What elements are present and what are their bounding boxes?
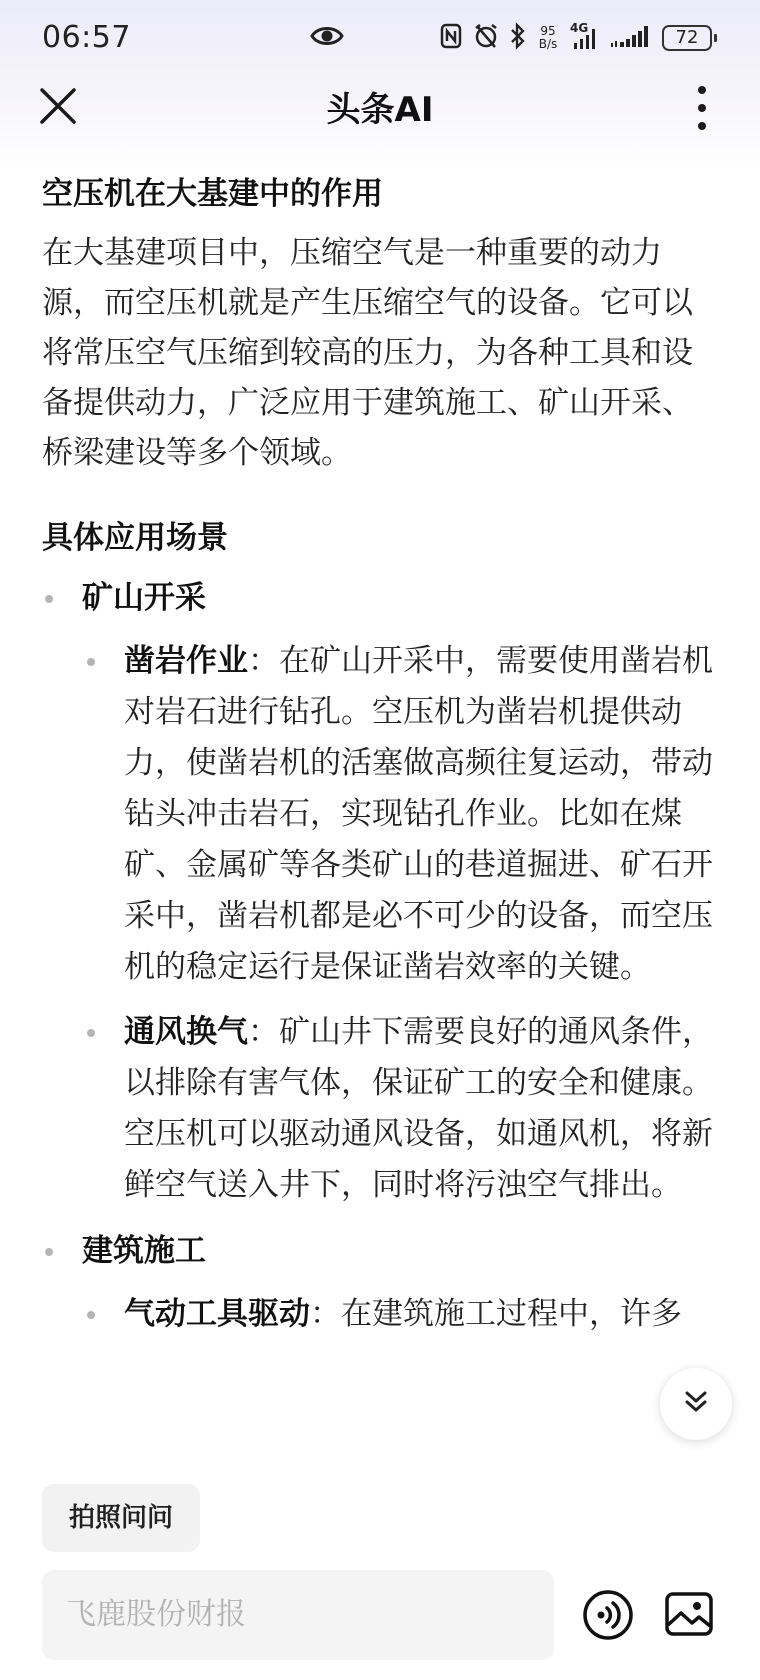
battery-level: 72 bbox=[675, 27, 699, 48]
list-item-desc: ：在矿山开采中，需要使用凿岩机对岩石进行钻孔。空压机为凿岩机提供动力，使凿岩机的活塞做高频往复运动，带动钻头冲击岩石，实现钻孔作业。比如在煤矿、金属矿等各类矿山的巷道掘进、矿石开采中，凿岩机都是必不可少的设备，而空压机的稳定运行是保证凿岩效率的关键。 bbox=[124, 643, 713, 985]
signal-4g-icon bbox=[570, 23, 600, 53]
signal-icon bbox=[610, 23, 652, 53]
bluetooth-icon bbox=[510, 22, 526, 54]
nfc-icon bbox=[440, 23, 462, 53]
bullet-dot bbox=[87, 1311, 95, 1319]
status-time: 06:57 bbox=[42, 20, 131, 55]
bullet-dot bbox=[45, 1248, 53, 1256]
list-item-text bbox=[124, 1007, 722, 1211]
status-bar bbox=[0, 0, 760, 76]
page-title: 头条AI bbox=[326, 90, 434, 130]
list-item-label: 矿山开采 bbox=[82, 580, 206, 616]
bullet-dot bbox=[87, 658, 95, 666]
eye-icon bbox=[310, 22, 344, 54]
more-vertical-icon[interactable] bbox=[690, 82, 714, 134]
list-item-term: 凿岩作业 bbox=[124, 643, 248, 679]
list-item-text bbox=[124, 636, 722, 993]
image-icon[interactable] bbox=[664, 1591, 714, 1637]
list-item-term: 气动工具驱动 bbox=[124, 1296, 310, 1332]
bullet-dot bbox=[45, 595, 53, 603]
list-item bbox=[42, 574, 722, 622]
net-speed bbox=[536, 25, 560, 51]
network-type: 4G bbox=[570, 21, 589, 35]
voice-icon[interactable] bbox=[582, 1589, 634, 1641]
battery-icon bbox=[662, 25, 712, 51]
double-chevron-down-icon bbox=[681, 1387, 711, 1421]
question-input[interactable]: 飞鹿股份财报 bbox=[42, 1570, 554, 1660]
section-heading: 具体应用场景 bbox=[42, 520, 228, 556]
list-item bbox=[42, 1289, 722, 1340]
content-fade bbox=[0, 1415, 760, 1475]
alarm-off-icon bbox=[472, 22, 500, 54]
list-item bbox=[42, 636, 722, 993]
intro-paragraph: 在大基建项目中，压缩空气是一种重要的动力源，而空压机就是产生压缩空气的设备。它可以将常压空气压缩到较高的压力，为各种工具和设备提供动力，广泛应用于建筑施工、矿山开采、桥梁建设等多个领域。 bbox=[42, 235, 693, 471]
list-item-desc: ：在建筑施工过程中，许多 bbox=[310, 1296, 682, 1332]
article-heading: 空压机在大基建中的作用 bbox=[42, 176, 383, 212]
answer-content bbox=[42, 170, 722, 1470]
list-item-desc: ：矿山井下需要良好的通风条件，以排除有害气体，保证矿工的安全和健康。空压机可以驱动通风设备，如通风机，将新鲜空气送入井下，同时将污浊空气排出。 bbox=[124, 1014, 713, 1203]
photo-ask-chip[interactable]: 拍照问问 bbox=[42, 1484, 200, 1552]
scroll-to-bottom-button[interactable] bbox=[660, 1368, 732, 1440]
bullet-dot bbox=[87, 1029, 95, 1037]
list-item bbox=[42, 1227, 722, 1275]
list-item bbox=[42, 1007, 722, 1211]
app-header bbox=[0, 76, 760, 184]
list-item-text bbox=[124, 1289, 722, 1340]
list-item-term: 通风换气 bbox=[124, 1014, 248, 1050]
net-speed-unit: B/s bbox=[538, 37, 558, 51]
net-speed-value: 95 bbox=[540, 24, 556, 38]
list-item-label: 建筑施工 bbox=[82, 1233, 206, 1269]
